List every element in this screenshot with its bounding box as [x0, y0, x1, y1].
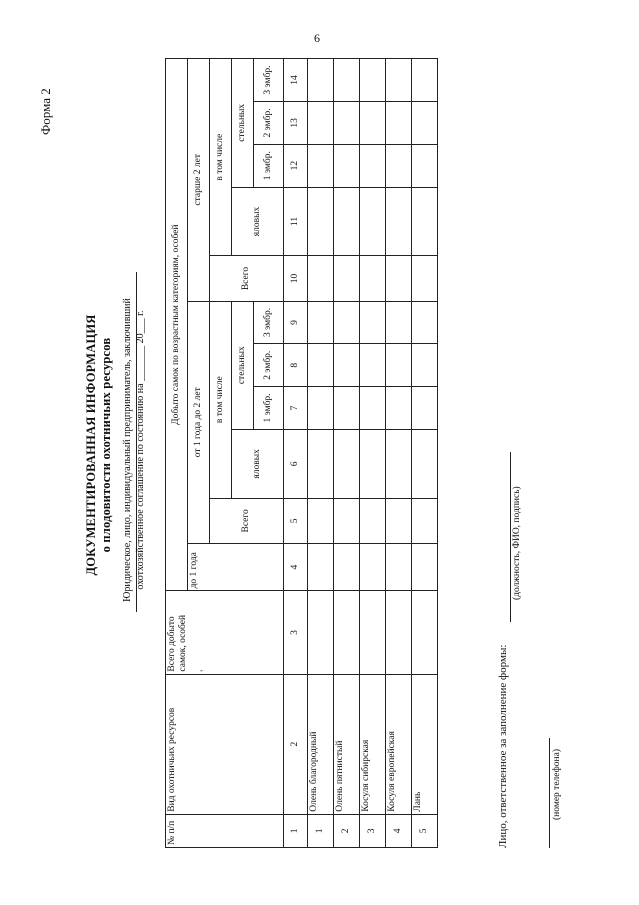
header-under-1: до 1 года — [188, 543, 284, 591]
cell — [334, 543, 360, 591]
header-preg-b: стельных — [232, 59, 254, 188]
cell — [412, 144, 438, 187]
cell — [308, 301, 334, 344]
header-e2-a: 2 эмбр. — [254, 344, 284, 387]
header-barren-b: яловых — [232, 187, 284, 256]
col-number: 9 — [284, 301, 308, 344]
cell — [412, 543, 438, 591]
cell — [360, 387, 386, 430]
cell — [334, 429, 360, 498]
row-species: Косуля европейская — [386, 674, 412, 814]
col-number: 14 — [284, 59, 308, 102]
col-number: 13 — [284, 102, 308, 145]
cell — [360, 102, 386, 145]
cell — [308, 429, 334, 498]
cell — [386, 256, 412, 301]
col-number: 10 — [284, 256, 308, 301]
header-preg-a: стельных — [232, 301, 254, 429]
org-line-1: Юридическое, лицо, индивидуальный предприниматель, заключивший — [122, 298, 133, 602]
cell — [334, 102, 360, 145]
header-e1-b: 1 эмбр. — [254, 144, 284, 187]
cell — [386, 144, 412, 187]
cell — [334, 498, 360, 543]
table-row — [412, 59, 438, 848]
col-number: 1 — [284, 814, 308, 847]
cell — [334, 187, 360, 256]
col-number: 3 — [284, 591, 308, 674]
cell — [360, 59, 386, 102]
cell — [386, 591, 412, 674]
header-e2-b: 2 эмбр. — [254, 102, 284, 145]
cell — [386, 301, 412, 344]
cell — [360, 344, 386, 387]
table-row — [360, 59, 386, 848]
header-species: Вид охотничьих ресурсов — [166, 674, 284, 814]
cell — [334, 387, 360, 430]
cell — [334, 144, 360, 187]
header-e3-a: 3 эмбр. — [254, 301, 284, 344]
row-species: Лань — [412, 674, 438, 814]
col-number: 4 — [284, 543, 308, 591]
cell — [412, 344, 438, 387]
header-total — [166, 591, 284, 674]
cell — [360, 591, 386, 674]
header-num: № п/п — [166, 814, 284, 847]
cell — [360, 498, 386, 543]
cell — [386, 344, 412, 387]
col-number: 11 — [284, 187, 308, 256]
col-number: 8 — [284, 344, 308, 387]
responsible-person-label: Лицо, ответственное за заполнение формы: — [497, 644, 509, 848]
cell — [360, 256, 386, 301]
cell — [308, 591, 334, 674]
header-all-a: Всего — [210, 498, 284, 543]
col-number: 2 — [284, 674, 308, 814]
cell — [334, 591, 360, 674]
cell — [308, 543, 334, 591]
header-incl-a: в том числе — [210, 301, 232, 498]
table-row — [308, 59, 334, 848]
cell — [386, 102, 412, 145]
row-number: 3 — [360, 814, 386, 847]
header-all-b: Всего — [210, 256, 284, 301]
header-1-to-2: от 1 года до 2 лет — [188, 301, 210, 543]
header-total-text: Всего добыто самок, особей — [167, 614, 188, 672]
page-number: 6 — [314, 31, 320, 45]
header-category: Добыто самок по возрастным категориям, особей — [166, 59, 188, 591]
cell — [360, 429, 386, 498]
header-barren-a: яловых — [232, 429, 284, 498]
cell — [360, 301, 386, 344]
row-number: 1 — [308, 814, 334, 847]
signature-caption: (должность, ФИО, подпись) — [512, 486, 522, 600]
rotated-form — [0, 20, 639, 870]
cell — [308, 498, 334, 543]
form-label: Форма 2 — [38, 88, 53, 135]
cell — [334, 301, 360, 344]
cell — [386, 429, 412, 498]
cell — [412, 301, 438, 344]
signature-line — [510, 452, 511, 622]
column-number-row — [284, 59, 308, 848]
cell — [412, 187, 438, 256]
cell — [386, 187, 412, 256]
cell — [386, 498, 412, 543]
row-number: 5 — [412, 814, 438, 847]
fertility-table — [165, 58, 438, 848]
header-over-2: старше 2 лет — [188, 59, 210, 302]
cell — [412, 256, 438, 301]
header-mark: ' — [200, 669, 210, 672]
document-subtitle: о плодовитости охотничьих ресурсов — [99, 337, 113, 553]
row-number: 4 — [386, 814, 412, 847]
cell — [334, 256, 360, 301]
cell — [412, 102, 438, 145]
cell — [412, 429, 438, 498]
table-row — [386, 59, 412, 848]
header-incl-b: в том числе — [210, 59, 232, 256]
col-number: 5 — [284, 498, 308, 543]
cell — [412, 59, 438, 102]
cell — [386, 387, 412, 430]
cell — [308, 187, 334, 256]
document-title: ДОКУМЕНТИРОВАННАЯ ИНФОРМАЦИЯ — [84, 314, 98, 576]
col-number: 6 — [284, 429, 308, 498]
row-species: Косуля сибирская — [360, 674, 386, 814]
col-number: 7 — [284, 387, 308, 430]
cell — [412, 591, 438, 674]
row-species: Олень пятнистый — [334, 674, 360, 814]
cell — [334, 59, 360, 102]
cell — [360, 187, 386, 256]
cell — [308, 256, 334, 301]
col-number: 12 — [284, 144, 308, 187]
cell — [308, 102, 334, 145]
header-e1-a: 1 эмбр. — [254, 387, 284, 430]
cell — [308, 344, 334, 387]
row-number: 2 — [334, 814, 360, 847]
phone-line — [549, 738, 550, 848]
cell — [308, 59, 334, 102]
cell — [308, 144, 334, 187]
cell — [360, 543, 386, 591]
phone-caption: (номер телефона) — [552, 749, 562, 820]
cell — [360, 144, 386, 187]
cell — [412, 387, 438, 430]
cell — [412, 498, 438, 543]
table-row — [334, 59, 360, 848]
org-line-2: охотхозяйственное соглашение по состоянию на _______ 20___ г. — [135, 310, 146, 590]
cell — [334, 344, 360, 387]
row-species: Олень благородный — [308, 674, 334, 814]
header-e3-b: 3 эмбр. — [254, 59, 284, 102]
cell — [308, 387, 334, 430]
cell — [386, 59, 412, 102]
cell — [386, 543, 412, 591]
